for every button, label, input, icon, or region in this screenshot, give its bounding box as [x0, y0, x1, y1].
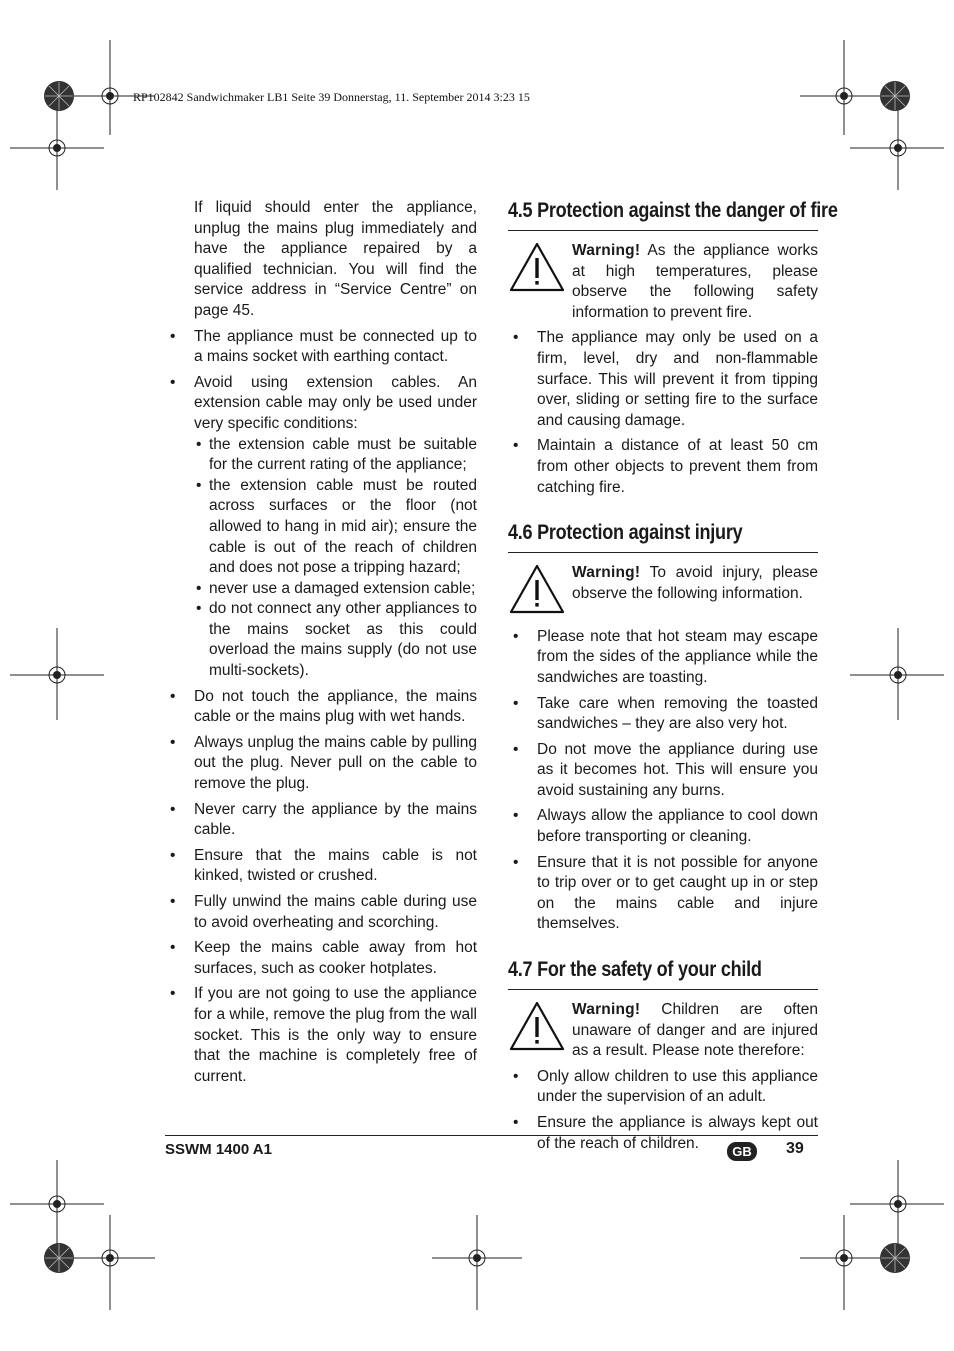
warning-label: Warning!: [572, 564, 641, 582]
list-item: • Ensure that the mains cable is not kinked, twisted or crushed.: [165, 846, 477, 887]
list-item: • Please note that hot steam may escape from the sides of the appliance while the sandwiches are toasting.: [508, 627, 818, 689]
section-heading-wrap: [508, 520, 818, 553]
section-heading: 4.6 Protection against injury: [508, 521, 743, 545]
section-heading: 4.7 For the safety of your child: [508, 958, 762, 982]
warning-box: [508, 241, 818, 323]
warning-triangle-icon: [508, 241, 572, 300]
section-bullet-list: [508, 1067, 818, 1154]
sub-bullet-list: [194, 435, 477, 682]
warning-body: As the appliance works at high temperatures, please observe the following safety information to prevent fire.: [572, 242, 818, 321]
intro-paragraph: If liquid should enter the appliance, unplug the mains plug immediately and have the appliance repaired by a qualified technician. You will find the service address in “Service Centre” on page 45.: [194, 199, 477, 319]
sub-list-item: • the extension cable must be routed across surfaces or the floor (not allowed to hang in mid air); ensure the cable is out of the reach of children and does not pose a tripping hazard;: [194, 476, 477, 579]
list-item: • The appliance must be connected up to a mains socket with earthing contact.: [165, 327, 477, 368]
list-item: • Only allow children to use this appliance under the supervision of an adult.: [508, 1067, 818, 1108]
sub-list-item: • never use a damaged extension cable;: [194, 579, 477, 600]
section-heading-wrap: [508, 198, 838, 231]
footer-model-number: SSWM 1400 A1: [165, 1141, 272, 1158]
warning-body: To avoid injury, please observe the following information.: [572, 564, 818, 602]
section-heading-wrap: [508, 957, 818, 990]
warning-text: [572, 241, 818, 323]
print-header: RP102842 Sandwichmaker LB1 Seite 39 Donnerstag, 11. September 2014 3:23 15: [133, 90, 530, 104]
warning-label: Warning!: [572, 1001, 641, 1019]
left-bullet-list: [165, 327, 477, 1088]
list-item: • The appliance may only be used on a firm, level, dry and non-flammable surface. This will prevent it from tipping over, sliding or setting fire to the surface and causing damage.: [508, 328, 818, 431]
warning-triangle-icon: [508, 1000, 572, 1059]
list-item: • If you are not going to use the appliance for a while, remove the plug from the wall socket. This is the only way to ensure that the machine is completely free of current.: [165, 984, 477, 1087]
warning-text: [572, 1000, 818, 1062]
left-column: [165, 198, 477, 1087]
list-item: • Never carry the appliance by the mains cable.: [165, 800, 477, 841]
list-item-text: Avoid using extension cables. An extension cable may only be used under very specific conditions:: [194, 373, 477, 432]
sub-list-item: • the extension cable must be suitable for the current rating of the appliance;: [194, 435, 477, 476]
list-item: • Take care when removing the toasted sandwiches – they are also very hot.: [508, 694, 818, 735]
warning-triangle-icon: [508, 563, 572, 622]
warning-label: Warning!: [572, 242, 641, 259]
warning-box: [508, 563, 818, 622]
right-column: [508, 198, 838, 1176]
list-item: • Maintain a distance of at least 50 cm from other objects to prevent them from catching fire.: [508, 436, 818, 498]
footer-divider: [165, 1135, 818, 1136]
language-badge: GB: [727, 1142, 757, 1161]
list-item: • Ensure the appliance is always kept out of the reach of children.: [508, 1113, 818, 1154]
section-bullet-list: [508, 627, 818, 935]
section-fire: [508, 198, 838, 498]
warning-text: [572, 563, 818, 604]
list-item: • Do not touch the appliance, the mains cable or the mains plug with wet hands.: [165, 687, 477, 728]
page-number: 39: [786, 1140, 804, 1157]
section-injury: [508, 520, 818, 935]
list-item: • Always unplug the mains cable by pulling out the plug. Never pull on the cable to remove the plug.: [165, 733, 477, 795]
list-item: • Ensure that it is not possible for anyone to trip over or to get caught up in or step on the mains cable and injure themselves.: [508, 853, 818, 935]
section-child-safety: [508, 957, 818, 1154]
warning-box: [508, 1000, 818, 1062]
list-item: • Keep the mains cable away from hot surfaces, such as cooker hotplates.: [165, 938, 477, 979]
list-item: • Fully unwind the mains cable during use to avoid overheating and scorching.: [165, 892, 477, 933]
sub-list-item: • do not connect any other appliances to the mains socket as this could overload the mains supply (do not use multi-sockets).: [194, 599, 477, 681]
list-item: • Always allow the appliance to cool down before transporting or cleaning.: [508, 806, 818, 847]
section-bullet-list: [508, 328, 818, 498]
warning-body: Children are often unaware of danger and are injured as a result. Please note therefore:: [572, 1001, 818, 1060]
list-item: • Do not move the appliance during use as it becomes hot. This will ensure you avoid sustaining any burns.: [508, 740, 818, 802]
section-heading: 4.5 Protection against the danger of fire: [508, 199, 838, 222]
list-item: [165, 373, 477, 682]
